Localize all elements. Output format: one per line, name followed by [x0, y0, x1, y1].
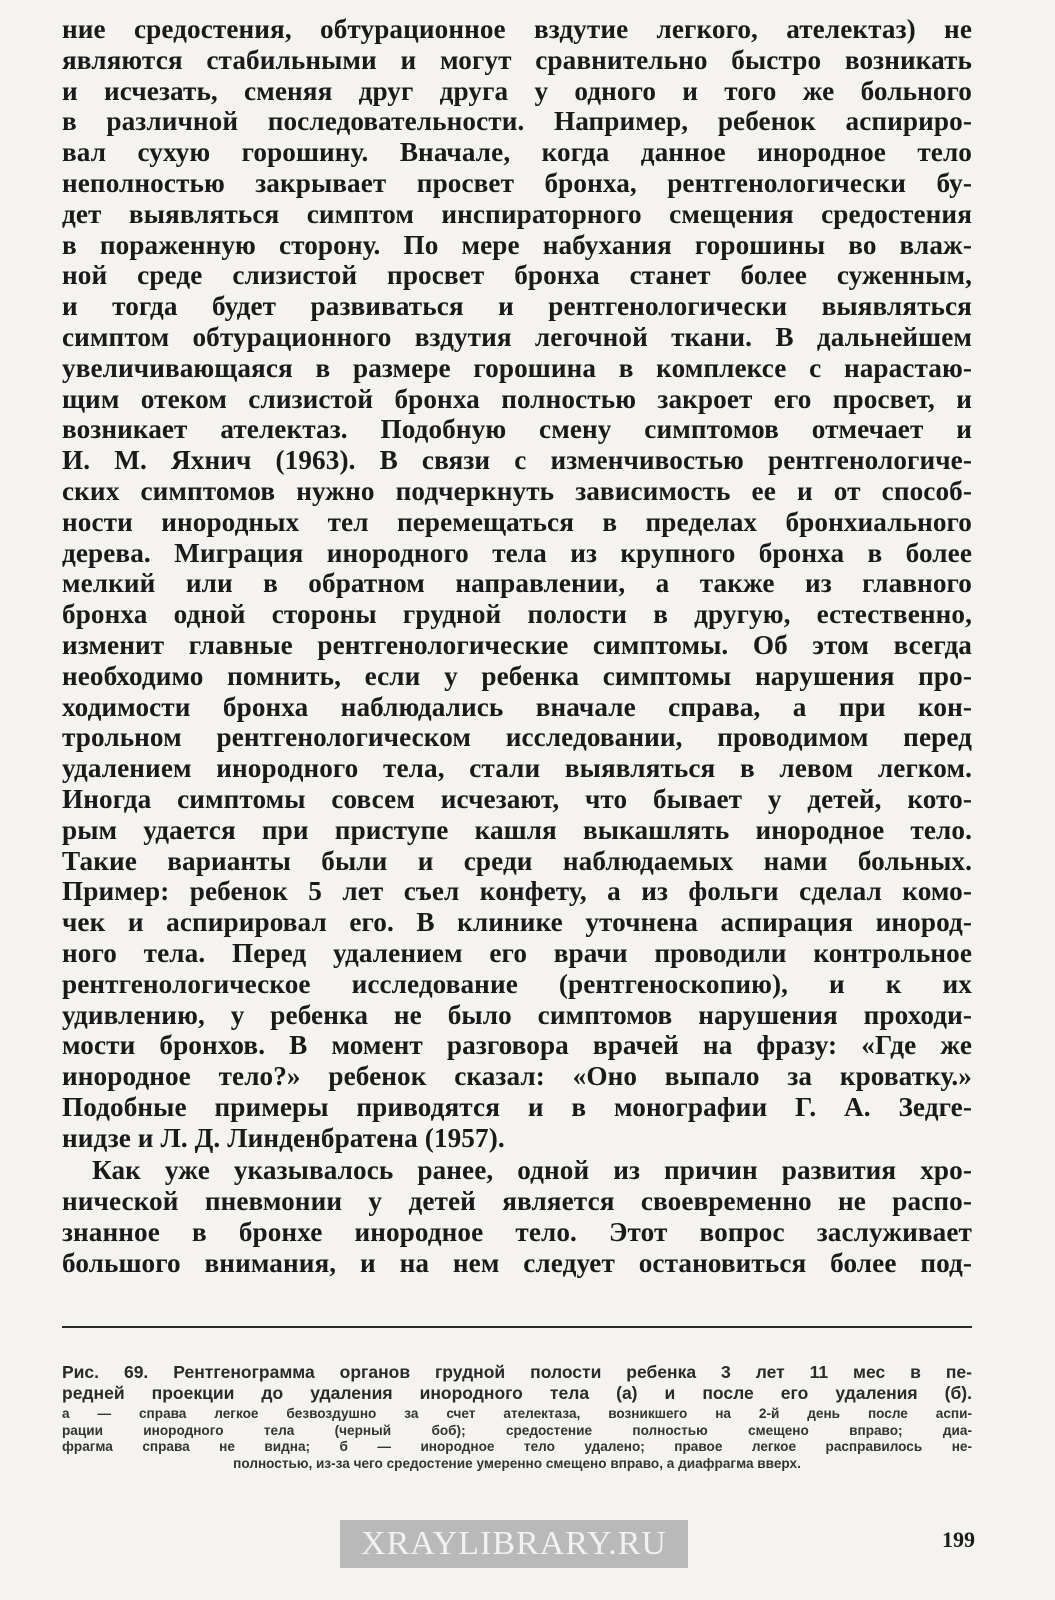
text-line: дерева. Миграция инородного тела из крупного бронха в более: [62, 537, 972, 568]
text-line: дет выявляться симптом инспираторного смещения средостения: [62, 198, 972, 229]
text-line: щим отеком слизистой бронха полностью закроет его просвет, и: [62, 383, 972, 414]
text-line: Подобные примеры приводятся и в монографии Г. А. Зедге-: [62, 1091, 972, 1122]
text-line: возникает ателектаз. Подобную смену симптомов отмечает и: [62, 414, 972, 445]
caption-note-line: рации инородного тела (черный боб); средостение полностью смещено вправо; диа-: [62, 1422, 972, 1438]
text-line: изменит главные рентгенологические симптомы. Об этом всегда: [62, 629, 972, 660]
text-line: большого внимания, и на нем следует остановиться более под-: [62, 1247, 972, 1278]
page-number: 199: [942, 1527, 975, 1552]
text-line: трольном рентгенологическом исследовании, проводимом перед: [62, 722, 972, 753]
paragraph-1: [62, 14, 972, 1153]
caption-note-line: фрагма справа не видна; б — инородное тело удалено; правое легкое расправилось не-: [62, 1439, 972, 1454]
text-line: необходимо помнить, если у ребенка симптомы нарушения про-: [62, 660, 972, 691]
text-line: Иногда симптомы совсем исчезают, что бывает у детей, кото-: [62, 783, 972, 814]
caption-note-line: а — справа легкое безвоздушно за счет ателектаза, возникшего на 2-й день после аспи-: [62, 1406, 972, 1421]
text-line: в пораженную сторону. По мере набухания горошины во влаж-: [62, 229, 972, 260]
text-line: чек и аспирировал его. В клинике уточнена аспирация инород-: [62, 907, 972, 938]
text-line: инородное тело?» ребенок сказал: «Оно выпало за кроватку.»: [62, 1061, 972, 1092]
caption-note-line: полностью, из-за чего средостение умеренно смещено вправо, а диафрагма вверх.: [233, 1455, 801, 1471]
text-line: И. М. Яхнич (1963). В связи с изменчивостью рентгенологиче-: [62, 445, 972, 476]
text-line: увеличивающаяся в размере горошина в комплексе с нарастаю-: [62, 352, 972, 383]
text-line: удивлению, у ребенка не было симптомов нарушения проходи-: [62, 999, 972, 1030]
text-line: знанное в бронхе инородное тело. Этот вопрос заслуживает: [62, 1217, 972, 1248]
text-line: мелкий или в обратном направлении, а также из главного: [62, 568, 972, 599]
text-line: рым удается при приступе кашля выкашлять инородное тело.: [62, 814, 972, 845]
text-line: мости бронхов. В момент разговора врачей на фразу: «Где же: [62, 1030, 972, 1061]
caption-line: редней проекции до удаления инородного тела (а) и после его удаления (б).: [62, 1383, 972, 1403]
figure-caption-title: [62, 1362, 972, 1404]
text-line: являются стабильными и могут сравнительно быстро возникать: [62, 44, 972, 75]
text-line: нидзе и Л. Д. Линденбратена (1957).: [62, 1122, 505, 1153]
text-line: и исчезать, сменяя друг друга у одного и того же больного: [62, 75, 972, 106]
text-line: ние средостения, обтурационное вздутие легкого, ателектаз) не: [62, 14, 972, 44]
text-line: ного тела. Перед удалением его врачи проводили контрольное: [62, 937, 972, 968]
text-line: Пример: ребенок 5 лет съел конфету, а из фольги сделал комо-: [62, 876, 972, 907]
text-line: бронха одной стороны грудной полости в другую, естественно,: [62, 599, 972, 630]
watermark: XRAYLIBRARY.RU: [340, 1520, 688, 1568]
text-line: рентгенологическое исследование (рентгеноскопию), и к их: [62, 968, 972, 999]
text-line: и тогда будет развиваться и рентгенологически выявляться: [62, 291, 972, 322]
text-line: нической пневмонии у детей является своевременно не распо-: [62, 1186, 972, 1217]
text-line: симптом обтурационного вздутия легочной ткани. В дальнейшем: [62, 321, 972, 352]
text-line: ских симптомов нужно подчеркнуть зависимость ее и от способ-: [62, 475, 972, 506]
text-line: удалением инородного тела, стали выявляться в левом легком.: [62, 753, 972, 784]
paragraph-2: [62, 1155, 972, 1278]
text-line: ности инородных тел перемещаться в пределах бронхиального: [62, 506, 972, 537]
text-line: ной среде слизистой просвет бронха станет более суженным,: [62, 260, 972, 291]
body-text: [62, 14, 972, 1279]
footnote-divider: [62, 1326, 972, 1328]
caption-line: Рис. 69. Рентгенограмма органов грудной полости ребенка 3 лет 11 мес в пе-: [62, 1362, 972, 1382]
text-line: Такие варианты были и среди наблюдаемых нами больных.: [62, 845, 972, 876]
text-line: ходимости бронха наблюдались вначале справа, а при кон-: [62, 691, 972, 722]
text-line: вал сухую горошину. Вначале, когда данное инородное тело: [62, 137, 972, 168]
figure-caption-notes: [62, 1406, 972, 1472]
text-line: Как уже указывалось ранее, одной из причин развития хро-: [92, 1155, 972, 1186]
text-line: неполностью закрывает просвет бронха, рентгенологически бу-: [62, 167, 972, 198]
text-line: в различной последовательности. Например, ребенок аспириро-: [62, 106, 972, 137]
